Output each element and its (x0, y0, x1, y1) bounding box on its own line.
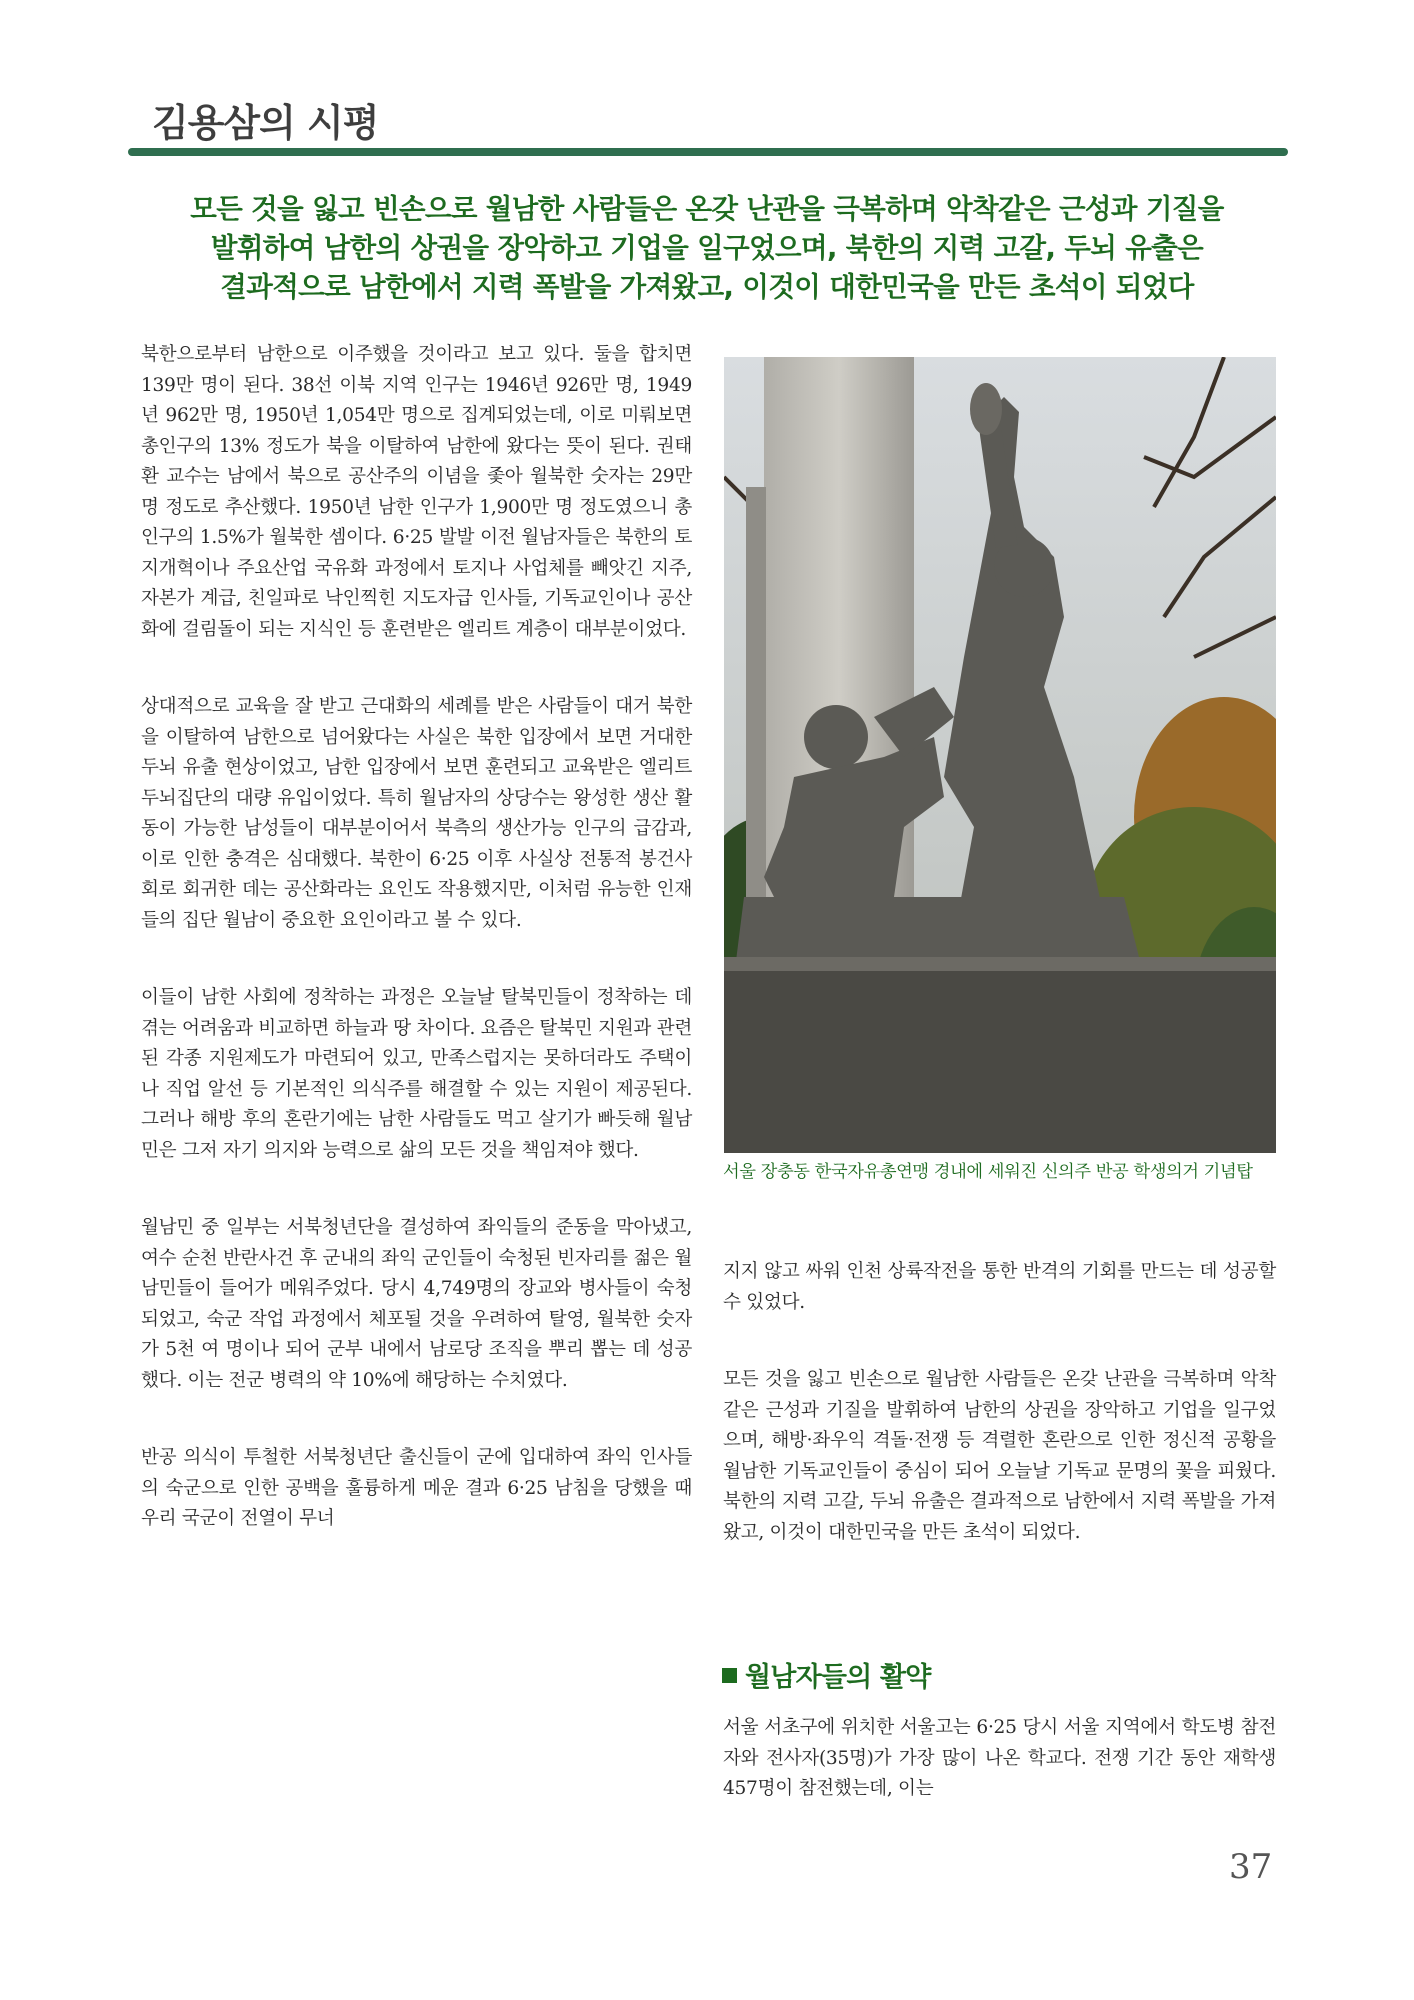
square-bullet-icon (722, 1668, 737, 1683)
section-heading-text: 월남자들의 활약 (745, 1662, 931, 1693)
lead-quote (150, 190, 1264, 307)
paragraph: 월남민 중 일부는 서북청년단을 결성하여 좌익들의 준동을 막아냈고, 여수 순천 반란사건 후 군내의 좌익 군인들이 숙청된 빈자리를 젊은 월남민들이 들어가 메워주었다. 당시 4,749명의 장교와 병사들이 숙청되었고, 숙군 작업 과정에서 체포될 것을 우려하여 탈영, 월북한 숫자가 5천 여 명이나 되어 군부 내에서 남로당 조직을 뿌리 뽑는 데 성공했다. 이는 전군 병력의 약 10%에 해당하는 수치였다. (141, 1217, 692, 1391)
paragraph: 모든 것을 잃고 빈손으로 월남한 사람들은 온갖 난관을 극복하며 악착같은 근성과 기질을 발휘하여 남한의 상권을 장악하고 기업을 일구었으며, 해방·좌우익 격돌·전쟁 등 격렬한 혼란으로 인한 정신적 공황을 월남한 기독교인들이 중심이 되어 오늘날 기독교 문명의 꽃을 피웠다. 북한의 지력 고갈, 두뇌 유출은 결과적으로 남한에서 지력 폭발을 가져왔고, 이것이 대한민국을 만든 초석이 되었다. (723, 1369, 1276, 1543)
paragraph: 북한으로부터 남한으로 이주했을 것이라고 보고 있다. 둘을 합치면 139만 명이 된다. 38선 이북 지역 인구는 1946년 926만 명, 1949년 962만 명, 1950년 1,054만 명으로 집계되었는데, 이로 미뤄보면 총인구의 13% 정도가 북을 이탈하여 남한에 왔다는 뜻이 된다. 권태환 교수는 남에서 북으로 공산주의 이념을 좇아 월북한 숫자는 29만 명 정도로 추산했다. 1950년 남한 인구가 1,900만 명 정도였으니 총인구의 1.5%가 월북한 셈이다. 6·25 발발 이전 월남자들은 북한의 토지개혁이나 주요산업 국유화 과정에서 토지나 사업체를 빼앗긴 지주, 자본가 계급, 친일파로 낙인찍힌 지도자급 인사들, 기독교인이나 공산화에 걸림돌이 되는 지식인 등 훈련받은 엘리트 계층이 대부분이었다. (141, 344, 692, 640)
monument-illustration (724, 357, 1276, 1153)
header-divider (128, 148, 1288, 156)
paragraph: 상대적으로 교육을 잘 받고 근대화의 세례를 받은 사람들이 대거 북한을 이탈하여 남한으로 넘어왔다는 사실은 북한 입장에서 보면 거대한 두뇌 유출 현상이었고, 남한 입장에서 보면 훈련되고 교육받은 엘리트 두뇌집단의 대량 유입이었다. 특히 월남자의 상당수는 왕성한 생산 활동이 가능한 남성들이 대부분이어서 북측의 생산가능 인구의 급감과, 이로 인한 충격은 심대했다. 북한이 6·25 이후 사실상 전통적 봉건사회로 회귀한 데는 공산화라는 요인도 작용했지만, 이처럼 유능한 인재들의 집단 월남이 중요한 요인이라고 볼 수 있다. (141, 696, 692, 931)
photo-caption: 서울 장충동 한국자유총연맹 경내에 세워진 신의주 반공 학생의거 기념탑 (723, 1162, 1253, 1182)
lead-line: 결과적으로 남한에서 지력 폭발을 가져왔고, 이것이 대한민국을 만든 초석이 되었다 (220, 271, 1194, 303)
right-column (723, 1257, 1276, 1595)
lead-line: 발휘하여 남한의 상권을 장악하고 기업을 일구었으며, 북한의 지력 고갈, 두뇌 유출은 (210, 232, 1204, 264)
page-number: 37 (1229, 1847, 1273, 1887)
paragraph: 서울 서초구에 위치한 서울고는 6·25 당시 서울 지역에서 학도병 참전자와 전사자(35명)가 가장 많이 나온 학교다. 전쟁 기간 동안 재학생 457명이 참전했는데, 이는 (723, 1717, 1276, 1799)
section-heading (722, 1655, 931, 1694)
lead-line: 모든 것을 잃고 빈손으로 월남한 사람들은 온갖 난관을 극복하며 악착같은 근성과 기질을 (190, 193, 1224, 225)
series-title: 김용삼의 시평 (152, 101, 379, 145)
left-column (141, 340, 692, 1582)
paragraph: 이들이 남한 사회에 정착하는 과정은 오늘날 탈북민들이 정착하는 데 겪는 어려움과 비교하면 하늘과 땅 차이다. 요즘은 탈북민 지원과 관련된 각종 지원제도가 마련되어 있고, 만족스럽지는 못하더라도 주택이나 직업 알선 등 기본적인 의식주를 해결할 수 있는 지원이 제공된다. 그러나 해방 후의 혼란기에는 남한 사람들도 먹고 살기가 빠듯해 월남민은 그저 자기 의지와 능력으로 삶의 모든 것을 책임져야 했다. (141, 987, 692, 1161)
section-body (723, 1713, 1276, 1852)
monument-photo (724, 357, 1276, 1153)
paragraph: 반공 의식이 투철한 서북청년단 출신들이 군에 입대하여 좌익 인사들의 숙군으로 인한 공백을 훌륭하게 메운 결과 6·25 남침을 당했을 때 우리 국군이 전열이 무너 (141, 1447, 692, 1529)
paragraph: 지지 않고 싸워 인천 상륙작전을 통한 반격의 기회를 만드는 데 성공할 수 있었다. (723, 1261, 1276, 1313)
